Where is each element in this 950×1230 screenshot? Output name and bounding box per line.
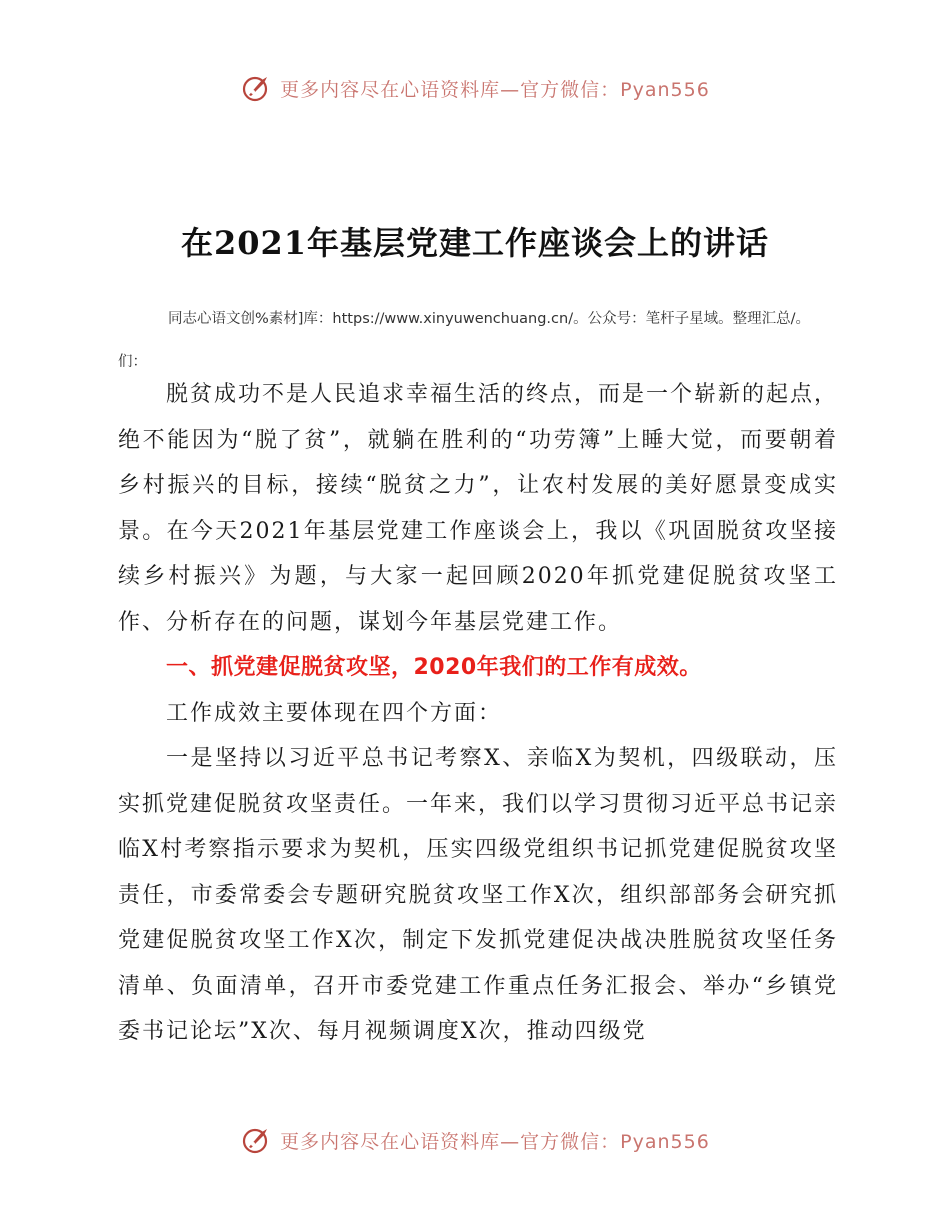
header-banner xyxy=(0,68,950,108)
source-line: 同志心语文创%素材]库：https://www.xinyuwenchuang.cn/。公众号：笔杆子星域。整理汇总/。们： xyxy=(118,311,810,370)
footer-banner xyxy=(0,1120,950,1160)
section-heading: 一、抓党建促脱贫攻坚，2020年我们的工作有成效。 xyxy=(166,655,702,680)
document-title: 在2021年基层党建工作座谈会上的讲话 xyxy=(180,224,770,262)
pen-nib-circle-icon xyxy=(240,1123,274,1157)
paragraph-point-one: 一是坚持以习近平总书记考察X、亲临X为契机，四级联动，压实抓党建促脱贫攻坚责任。一年来，我们以学习贯彻习近平总书记亲临X村考察指示要求为契机，压实四级党组织书记抓党建促脱贫攻坚责任，市委常委会专题研究脱贫攻坚工作X次，组织部部务会研究抓党建促脱贫攻坚工作X次，制定下发抓党建促决战决胜脱贫攻坚任务清单、负面清单，召开市委党建工作重点任务汇报会、举办“乡镇党委书记论坛”X次、每月视频调度X次，推动四级党 xyxy=(118,746,839,1044)
paragraph-intro: 脱贫成功不是人民追求幸福生活的终点，而是一个崭新的起点，绝不能因为“脱了贫”，就躺在胜利的“功劳簿”上睡大觉，而要朝着乡村振兴的目标，接续“脱贫之力”，让农村发展的美好愿景变成实景。在今天2021年基层党建工作座谈会上，我以《巩固脱贫攻坚接续乡村振兴》为题，与大家一起回顾2020年抓党建促脱贫攻坚工作、分析存在的问题，谋划今年基层党建工作。 xyxy=(118,382,839,635)
document-body xyxy=(118,372,838,1055)
banner-text: 更多内容尽在心语资料库—官方微信：Pyan556 xyxy=(280,1130,710,1153)
banner-text: 更多内容尽在心语资料库—官方微信：Pyan556 xyxy=(280,78,710,101)
pen-nib-circle-icon xyxy=(240,71,274,105)
paragraph-summary: 工作成效主要体现在四个方面： xyxy=(166,700,503,726)
